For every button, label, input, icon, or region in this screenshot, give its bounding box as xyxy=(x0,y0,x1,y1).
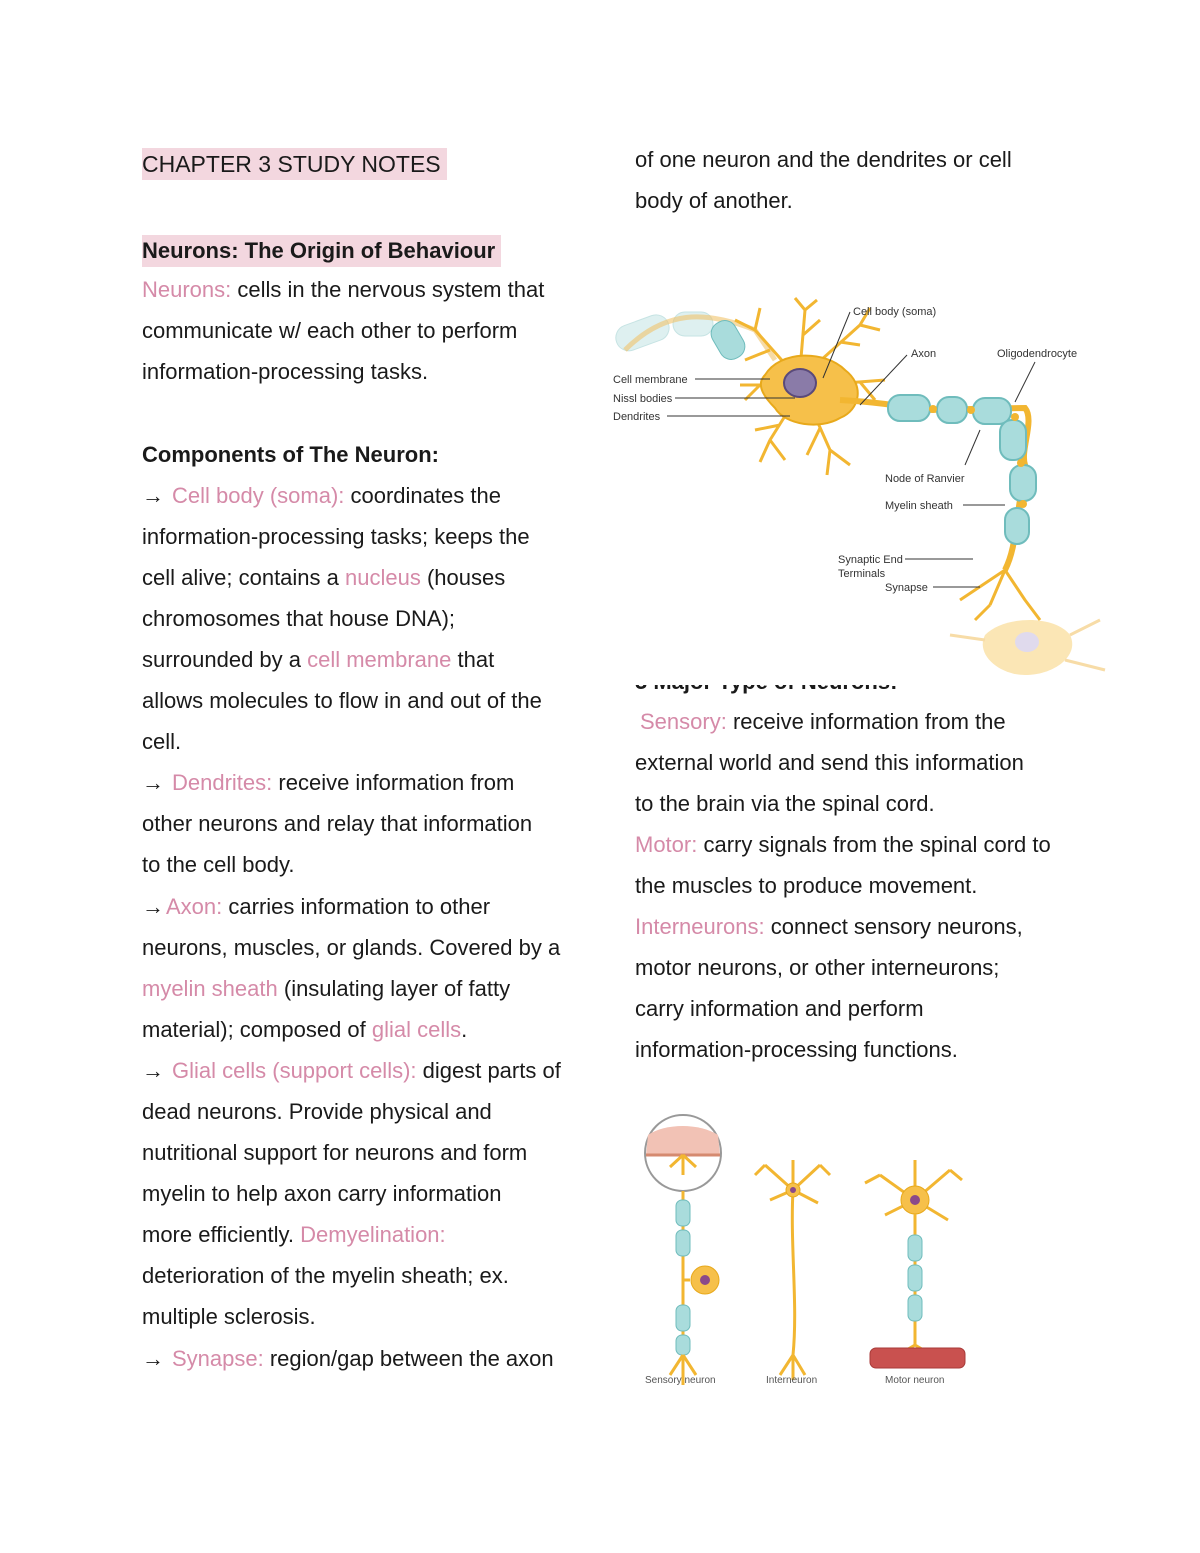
term-cell-membrane: cell membrane xyxy=(307,647,452,672)
text-line: information-processing tasks. xyxy=(142,359,429,384)
text-line: information-processing functions. xyxy=(635,1037,958,1062)
motor-neuron-figure xyxy=(865,1160,965,1368)
text-line: chromosomes that house DNA); xyxy=(142,606,456,631)
label-synaptic-end: Synaptic End xyxy=(838,554,903,566)
motor-item: Motor: carry signals from the spinal cord to xyxy=(635,832,1051,857)
label-dendrites: Dendrites xyxy=(613,411,661,423)
label-interneuron: Interneuron xyxy=(766,1375,818,1386)
dendrites-item: → Dendrites: receive information from xyxy=(142,770,515,795)
term-axon: Axon: xyxy=(166,894,223,919)
label-sensory-neuron: Sensory neuron xyxy=(645,1375,716,1386)
text-line: allows molecules to flow in and out of the xyxy=(142,688,542,713)
text-line: motor neurons, or other interneurons; xyxy=(635,955,1000,980)
label-nissl-bodies: Nissl bodies xyxy=(613,393,673,405)
text-line: myelin sheath (insulating layer of fatty xyxy=(142,976,511,1001)
page-title: CHAPTER 3 STUDY NOTES xyxy=(142,148,447,180)
text-line: information-processing tasks; keeps the xyxy=(142,524,530,549)
text-line: the muscles to produce movement. xyxy=(635,873,978,898)
term-synapse: Synapse: xyxy=(172,1346,264,1371)
text-line: of one neuron and the dendrites or cell xyxy=(635,147,1012,172)
label-myelin-sheath: Myelin sheath xyxy=(885,500,953,512)
neuron-types-diagram xyxy=(630,1105,980,1395)
label-terminals: Terminals xyxy=(838,568,886,580)
term-glial-cells-inline: glial cells xyxy=(371,1017,462,1042)
term-glial-cells: Glial cells (support cells): xyxy=(172,1058,417,1083)
text-line: to the cell body. xyxy=(142,852,295,877)
label-axon: Axon xyxy=(911,348,937,360)
neuron-structure-diagram xyxy=(595,290,1115,685)
label-synapse: Synapse xyxy=(885,582,928,594)
term-nucleus: nucleus xyxy=(345,565,421,590)
text-line: multiple sclerosis. xyxy=(142,1304,316,1329)
text-line: dead neurons. Provide physical and xyxy=(142,1099,492,1124)
term-motor: Motor: xyxy=(635,832,698,857)
text-line: deterioration of the myelin sheath; ex. xyxy=(142,1263,509,1288)
term-sensory: Sensory: xyxy=(640,709,727,734)
term-cell-body: Cell body (soma): xyxy=(172,483,345,508)
glial-item: → Glial cells (support cells): digest parts of xyxy=(142,1058,561,1083)
text-line: neurons, muscles, or glands. Covered by a xyxy=(142,935,561,960)
section-heading-components: Components of The Neuron: xyxy=(142,442,439,467)
cell-body-item: → Cell body (soma): coordinates the xyxy=(142,483,501,508)
term-neurons: Neurons: xyxy=(142,277,232,302)
arrow-icon: → xyxy=(142,1058,164,1083)
text-line: cell. xyxy=(142,729,182,754)
section-heading-neurons: Neurons: The Origin of Behaviour xyxy=(142,235,501,267)
interneurons-item: Interneurons: connect sensory neurons, xyxy=(635,914,1023,939)
term-demyelination: Demyelination: xyxy=(300,1222,446,1247)
label-oligodendrocyte: Oligodendrocyte xyxy=(997,348,1078,360)
text-line: cell alive; contains a nucleus (houses xyxy=(142,565,506,590)
label-motor-neuron: Motor neuron xyxy=(885,1375,945,1386)
neuron-type-labels xyxy=(645,1375,944,1386)
arrow-icon: → xyxy=(142,894,164,919)
term-myelin-sheath: myelin sheath xyxy=(142,976,278,1001)
text-line: to the brain via the spinal cord. xyxy=(635,791,935,816)
nucleus xyxy=(784,369,816,397)
synapse-item: → Synapse: region/gap between the axon xyxy=(142,1346,554,1371)
text-line: external world and send this information xyxy=(635,750,1024,775)
arrow-icon: → xyxy=(142,483,164,508)
text-line: more efficiently. Demyelination: xyxy=(142,1222,446,1247)
text-line: nutritional support for neurons and form xyxy=(142,1140,528,1165)
text-line: carry information and perform xyxy=(635,996,924,1021)
label-cell-membrane: Cell membrane xyxy=(613,374,688,386)
arrow-icon: → xyxy=(142,1346,164,1371)
neurons-definition: Neurons: cells in the nervous system that xyxy=(142,277,545,302)
sensory-neuron-figure xyxy=(645,1115,721,1385)
text-line: communicate w/ each other to perform xyxy=(142,318,518,343)
text-line: material); composed of glial cells. xyxy=(142,1017,468,1042)
term-dendrites: Dendrites: xyxy=(172,770,273,795)
term-interneurons: Interneurons: xyxy=(635,914,765,939)
axon-item: →Axon: carries information to other xyxy=(142,894,491,919)
label-node-of-ranvier: Node of Ranvier xyxy=(885,473,965,485)
text-line: myelin to help axon carry information xyxy=(142,1181,502,1206)
text-line: body of another. xyxy=(635,188,793,213)
sensory-item: Sensory: receive information from the xyxy=(640,709,1006,734)
label-cell-body: Cell body (soma) xyxy=(853,306,937,318)
arrow-icon: → xyxy=(142,770,164,795)
text-line: surrounded by a cell membrane that xyxy=(142,647,495,672)
text-line: other neurons and relay that information xyxy=(142,811,533,836)
